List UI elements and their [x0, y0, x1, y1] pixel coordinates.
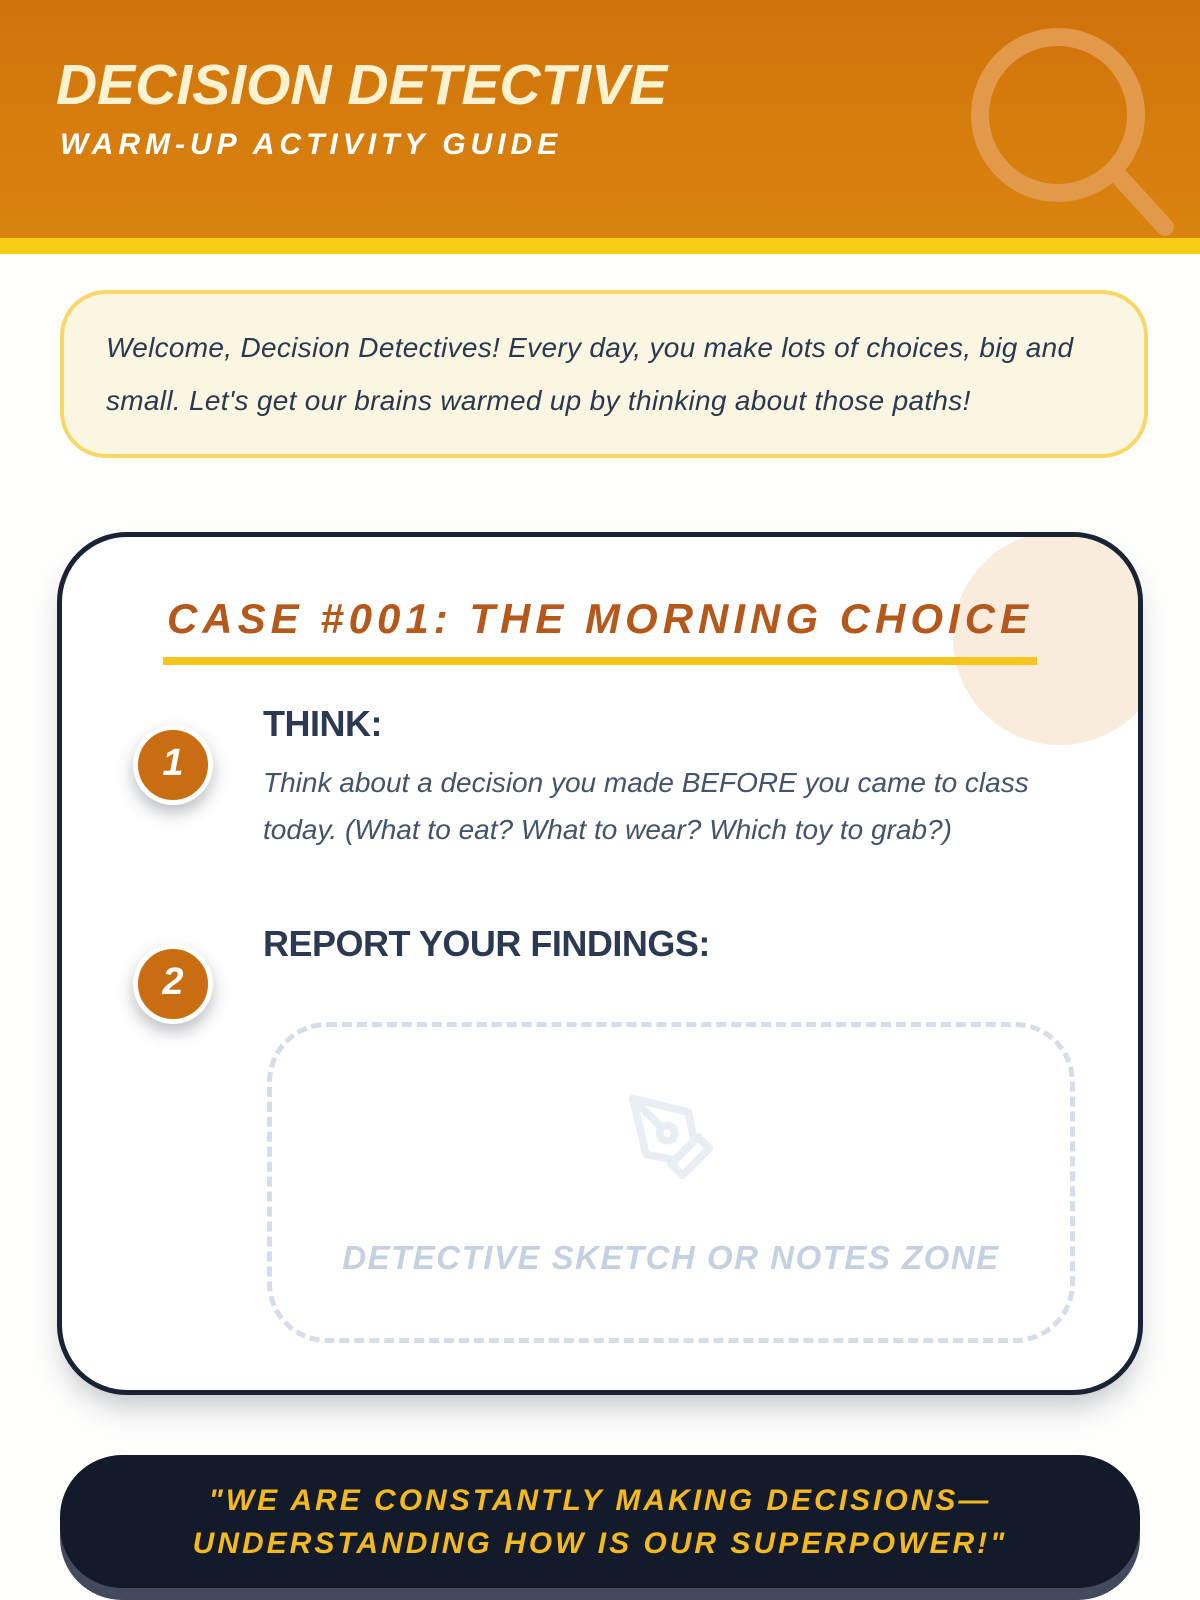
page-title: DECISION DETECTIVE: [56, 53, 668, 117]
step-2-heading: REPORT YOUR FINDINGS:: [263, 923, 710, 964]
step-1-heading: THINK:: [263, 703, 382, 744]
page-subtitle: WARM-UP ACTIVITY GUIDE: [60, 128, 563, 161]
footer-quote-line-1: "WE ARE CONSTANTLY MAKING DECISIONS—: [208, 1483, 992, 1517]
case-card: [57, 532, 1143, 1395]
step-1-badge: [133, 725, 213, 805]
step-1-number: 1: [162, 741, 184, 784]
case-title: CASE #001: THE MORNING CHOICE: [163, 595, 1037, 665]
accent-stripe: [0, 238, 1200, 254]
welcome-callout: [60, 290, 1148, 458]
header-banner: [0, 0, 1200, 238]
pen-nib-icon: [272, 1091, 1070, 1183]
magnifier-icon: [950, 15, 1180, 238]
step-2-badge: [133, 944, 213, 1024]
footer-quote-line-2: UNDERSTANDING HOW IS OUR SUPERPOWER!": [192, 1526, 1008, 1560]
welcome-text: Welcome, Decision Detectives! Every day, you make lots of choices, big and small. Let's get our brains warmed up by thinking about those paths!: [106, 332, 1074, 416]
step-1-body: Think about a decision you made BEFORE you came to class today. (What to eat? What to wear? Which toy to grab?): [263, 767, 1029, 845]
step-2-number: 2: [162, 960, 184, 1003]
sketch-notes-zone[interactable]: [267, 1022, 1075, 1343]
footer-quote-banner: [60, 1455, 1140, 1588]
sketch-zone-label: DETECTIVE SKETCH OR NOTES ZONE: [342, 1239, 1000, 1276]
case-title-wrap: [62, 595, 1138, 665]
